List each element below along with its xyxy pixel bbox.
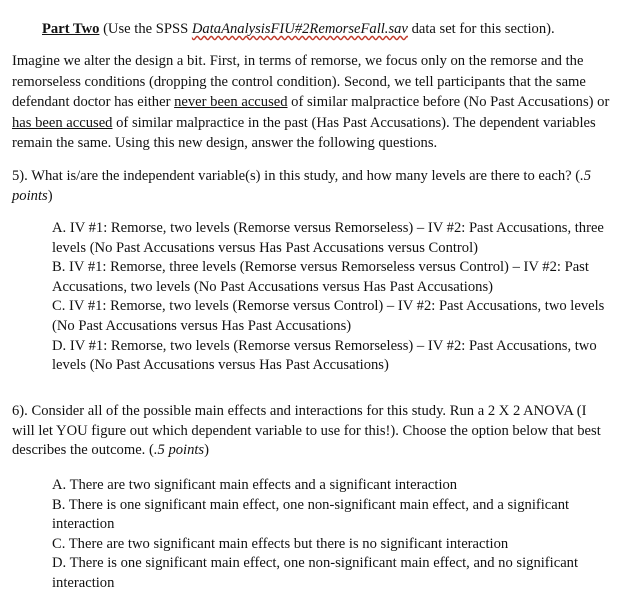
q5-option-d: D. IV #1: Remorse, two levels (Remorse versus Remorseless) – IV #2: Past Accusations, two levels (No Past Accusations versus Has Past Accusations) bbox=[52, 337, 597, 374]
question-5-close: ) bbox=[47, 187, 53, 204]
q6-option-a: A. There are two significant main effects and a significant interaction bbox=[52, 477, 458, 493]
q6-option-d: D. There is one significant main effect, one non-significant main effect, and no significant interaction bbox=[52, 555, 579, 591]
intro-paragraph bbox=[12, 51, 612, 154]
intro-text-1: Imagine we alter the design a bit. First, in terms of remorse, we focus only on the remorse and the remorseless conditions (dropping the control condition). Second, we tell participants that the same defendant doctor has either bbox=[12, 53, 586, 110]
q5-option-a: A. IV #1: Remorse, two levels (Remorse versus Remorseless) – IV #2: Past Accusations, three levels (No Past Accusations versus Has Past Accusations versus Control) bbox=[52, 220, 604, 256]
part-label: Part Two bbox=[42, 21, 100, 37]
heading-suffix: data set for this section). bbox=[407, 21, 555, 37]
heading-prefix: (Use the SPSS bbox=[99, 21, 192, 37]
section-heading bbox=[42, 20, 612, 40]
q5-option-c: C. IV #1: Remorse, two levels (Remorse versus Control) – IV #2: Past Accusations, two levels (No Past Accusations versus Has Past Accusations) bbox=[52, 298, 605, 334]
q6-option-b: B. There is one significant main effect, one non-significant main effect, and a significant interaction bbox=[52, 496, 570, 533]
question-6-points: .5 points bbox=[153, 442, 205, 459]
q5-option-b: B. IV #1: Remorse, three levels (Remorse versus Remorseless versus Control) – IV #2: Past Accusations, two levels (No Past Accusations versus Has Past Accusations) bbox=[52, 259, 589, 295]
question-6-text: 6). Consider all of the possible main effects and interactions for this study. Run a 2 X 2 ANOVA (I will let YOU figure out which dependent variable to use for this!). Choose the option below that best describes the outcome. ( bbox=[12, 403, 601, 459]
question-6-close: ) bbox=[204, 442, 209, 459]
question-5-text: 5). What is/are the independent variable(s) in this study, and how many levels are there to each? ( bbox=[12, 168, 581, 184]
intro-text-3: of similar malpractice in the past (Has Past Accusations). The dependent variables remain the same. Using this new design, answer the following questions. bbox=[12, 114, 596, 151]
question-6-options bbox=[52, 476, 614, 594]
intro-underline-1: never been accused bbox=[174, 94, 288, 110]
question-5-options bbox=[52, 219, 614, 376]
dataset-filename: DataAnalysisFIU#2RemorseFall.sav bbox=[191, 21, 408, 37]
question-5-points: .5 points bbox=[12, 168, 592, 204]
intro-underline-2: has been accused bbox=[12, 114, 113, 131]
q6-option-c: C. There are two significant main effects but there is no significant interaction bbox=[52, 535, 509, 552]
intro-text-2: of similar malpractice before (No Past Accusations) or bbox=[287, 94, 610, 110]
question-6 bbox=[12, 402, 612, 461]
question-5 bbox=[12, 167, 612, 206]
